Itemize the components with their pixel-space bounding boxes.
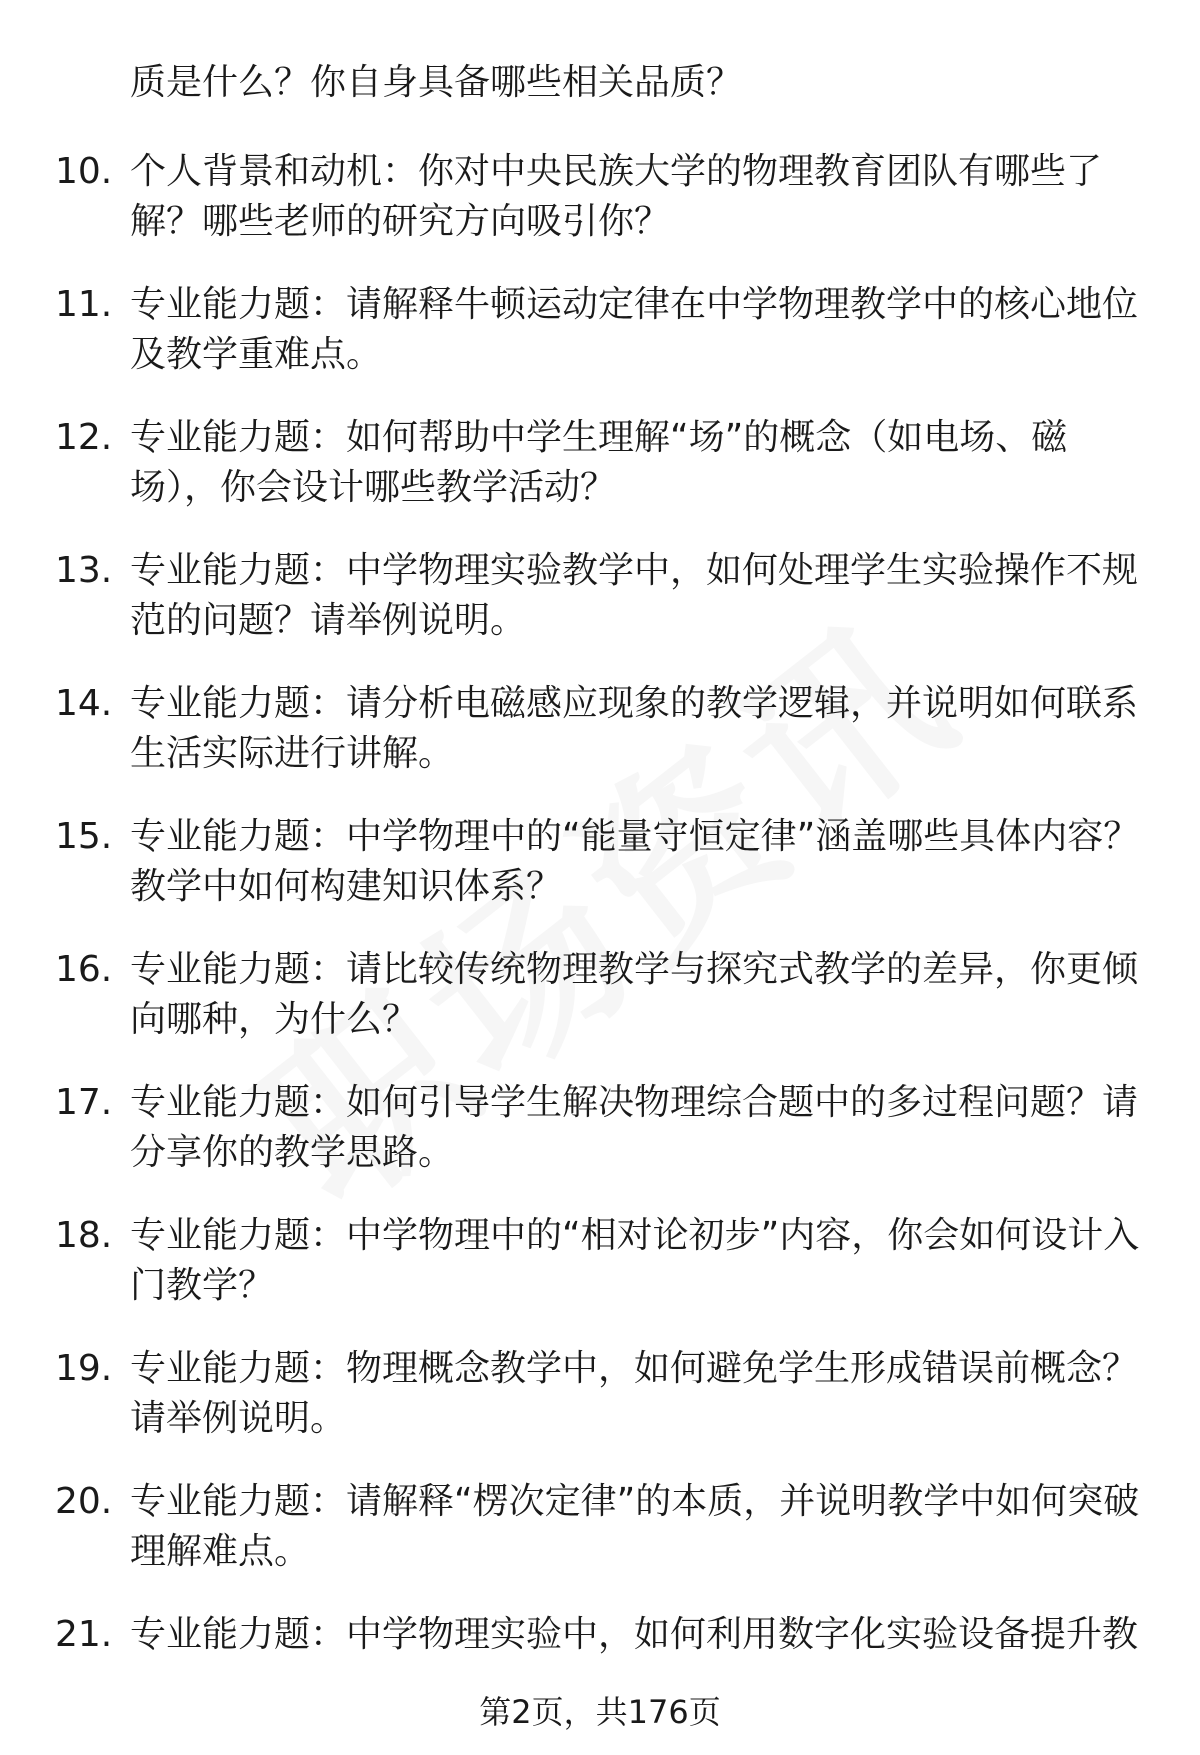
item-text: 专业能力题：物理概念教学中，如何避免学生形成错误前概念？请举例说明。 — [130, 1348, 1139, 1439]
item-text: 专业能力题：请分析电磁感应现象的教学逻辑，并说明如何联系生活实际进行讲解。 — [130, 683, 1139, 774]
list-item — [0, 147, 1200, 280]
item-number: 16. — [55, 949, 113, 990]
list-item — [0, 1477, 1200, 1610]
item-number: 11. — [55, 284, 113, 325]
item-number: 10. — [55, 151, 113, 192]
item-number: 14. — [55, 683, 113, 724]
list-item — [0, 679, 1200, 812]
item-number: 21. — [55, 1614, 113, 1655]
list-item — [0, 413, 1200, 546]
continuation-line: 质是什么？你自身具备哪些相关品质？ — [130, 62, 743, 103]
item-number: 17. — [55, 1082, 113, 1123]
item-text: 个人背景和动机：你对中央民族大学的物理教育团队有哪些了解？哪些老师的研究方向吸引你？ — [130, 151, 1103, 242]
item-number: 15. — [55, 816, 113, 857]
item-text: 专业能力题：中学物理实验中，如何利用数字化实验设备提升教 — [130, 1614, 1139, 1655]
item-number: 20. — [55, 1481, 113, 1522]
item-text: 专业能力题：如何帮助中学生理解“场”的概念（如电场、磁场），你会设计哪些教学活动？ — [130, 417, 1068, 508]
page-footer: 第2页，共176页 — [479, 1693, 721, 1731]
list-item — [0, 812, 1200, 945]
list-item — [0, 1211, 1200, 1344]
item-text: 专业能力题：中学物理实验教学中，如何处理学生实验操作不规范的问题？请举例说明。 — [130, 550, 1139, 641]
item-text: 专业能力题：中学物理中的“能量守恒定律”涵盖哪些具体内容？教学中如何构建知识体系？ — [130, 816, 1140, 907]
question-list — [0, 147, 1200, 1743]
item-number: 18. — [55, 1215, 113, 1256]
item-number: 12. — [55, 417, 113, 458]
item-text: 专业能力题：中学物理中的“相对论初步”内容，你会如何设计入门教学？ — [130, 1215, 1140, 1306]
item-number: 19. — [55, 1348, 113, 1389]
list-item — [0, 280, 1200, 413]
item-text: 专业能力题：如何引导学生解决物理综合题中的多过程问题？请分享你的教学思路。 — [130, 1082, 1139, 1173]
list-item — [0, 945, 1200, 1078]
list-item — [0, 1078, 1200, 1211]
list-item — [0, 1344, 1200, 1477]
item-text: 专业能力题：请解释牛顿运动定律在中学物理教学中的核心地位及教学重难点。 — [130, 284, 1139, 375]
item-text: 专业能力题：请比较传统物理教学与探究式教学的差异，你更倾向哪种，为什么？ — [130, 949, 1139, 1040]
item-number: 13. — [55, 550, 113, 591]
item-text: 专业能力题：请解释“楞次定律”的本质，并说明教学中如何突破理解难点。 — [130, 1481, 1140, 1572]
list-item — [0, 546, 1200, 679]
